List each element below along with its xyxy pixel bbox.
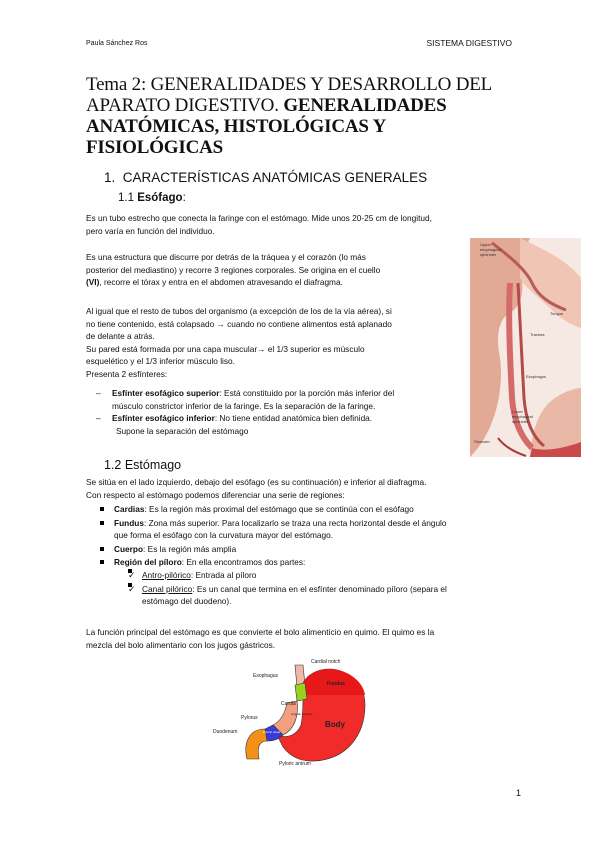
esofago-paragraph-1: Es un tubo estrecho que conecta la faringe con el estómago. Mide unos 20-25 cm de longitud, pero varía en función del individuo. [86, 213, 432, 236]
list-item: ✓ Canal pilórico: Es un canal que termina en el esfínter denominado píloro (separa el estómago del duodeno). [128, 583, 447, 607]
label-upper-sphincter: Upper [480, 242, 491, 247]
label-cardia: Cardia [281, 701, 296, 707]
label-trachea: Trachea [530, 332, 545, 337]
stomach-regions-diagram [207, 655, 373, 774]
estomago-paragraph-2: La función principal del estómago es que convierte el bolo alimenticio en quimo. El quimo es la mezcla del bolo alimentario con los jugos gástricos. [86, 627, 435, 650]
label-body: Body [325, 720, 345, 729]
svg-text:esophageal: esophageal [480, 247, 501, 252]
svg-text:sphincter: sphincter [480, 252, 497, 257]
esofago-paragraph-2: Es una estructura que discurre por detrás de la tráquea y el corazón (lo más posterior del mediastino) y recorre 3 regiones corporales. Se origina en el cuello (VI), recorre el tórax y entra en el abdomen atravesando el diafragma. [86, 252, 381, 288]
esofago-paragraph-3: Al igual que el resto de tubos del organismo (a excepción de los de la vía aérea), si no tiene contenido, está colapsado → cuando no contiene alimentos está aplanado de delante a atrás. Su pared está formada por una capa muscular→ el 1/3 superior es músculo esquelético y el 1/3 inferior músculo liso. Presenta 2 esfínteres: [86, 306, 392, 379]
label-stomach: Stomach [474, 439, 490, 444]
esophagus-anatomy-image [470, 238, 581, 457]
sphincter-list [86, 387, 466, 437]
label-tongue: Tongue [550, 311, 564, 316]
svg-text:esophageal: esophageal [512, 414, 533, 419]
title-line-3: ANATÓMICAS, HISTOLÓGICAS Y FISIOLÓGICAS [86, 116, 386, 158]
section-1-heading: 1. CARACTERÍSTICAS ANATÓMICAS GENERALES [104, 170, 428, 185]
title-line-1: Tema 2: GENERALIDADES Y DESARROLLO DEL [86, 74, 493, 95]
header-subject: SISTEMA DIGESTIVO [426, 38, 512, 48]
label-duodenum: Duodenum [213, 729, 238, 735]
list-item: ✓ Antro-pilórico: Entrada al píloro [128, 569, 257, 580]
list-item: – Esfínter esofágico inferior: No tiene entidad anatómica bien definida. Supone la separación del estómago [96, 413, 373, 436]
estomago-paragraph-1: Se sitúa en el lado izquierdo, debajo del esófago (es su continuación) e inferior al diafragma. Con respecto al estómago podemos diferenciar una serie de regiones: [86, 477, 427, 500]
svg-text:sphincter: sphincter [512, 419, 529, 424]
list-item: Región del píloro: En ella encontramos dos partes: ✓ Antro-pilórico: Entrada al píloro ✓ Canal pilórico: Es un canal que termina en el esfínter denominado píloro (separa el estómago del duodeno). [86, 556, 526, 607]
label-esophagus: Esophagus [526, 374, 547, 379]
stomach-regions-list [86, 503, 526, 609]
list-item: Cardias: Es la región más proximal del estómago que se continúa con el esófago [86, 503, 526, 516]
label-lower-sphincter: Lower [512, 409, 523, 414]
esofago-heading: 1.1 Esófago: [118, 192, 186, 204]
list-item: – Esfínter esofágico superior: Está constituido por la porción más inferior del músculo constrictor inferior de la faringe. Es la separación de la faringe. [96, 388, 395, 411]
page-number: 1 [515, 788, 521, 798]
label-fundus: Fundus [327, 681, 346, 687]
estomago-heading: 1.2 Estómago [104, 458, 182, 472]
label-esophagus-2: Esophagus [253, 673, 279, 679]
header-author: Paula Sánchez Ros [86, 40, 148, 47]
label-pylorus: Pylorus [241, 715, 258, 721]
list-item: Cuerpo: Es la región más amplia [86, 543, 526, 556]
label-pyloric-canal: Pyloric canal [263, 730, 281, 734]
label-angular-incisure: Angular incisure [291, 712, 313, 716]
list-item: Fundus: Zona más superior. Para localizarlo se traza una recta horizontal desde el ángulo que forma el esófago con la curvatura mayor del estómago. [86, 517, 526, 542]
label-cardial-notch: Cardial notch [311, 659, 341, 665]
document-title [86, 74, 526, 158]
pylorus-parts-list [114, 569, 526, 608]
title-line-2: APARATO DIGESTIVO. GENERALIDADES [86, 95, 447, 116]
label-pyloric-antrum: Pyloric antrum [279, 761, 311, 767]
